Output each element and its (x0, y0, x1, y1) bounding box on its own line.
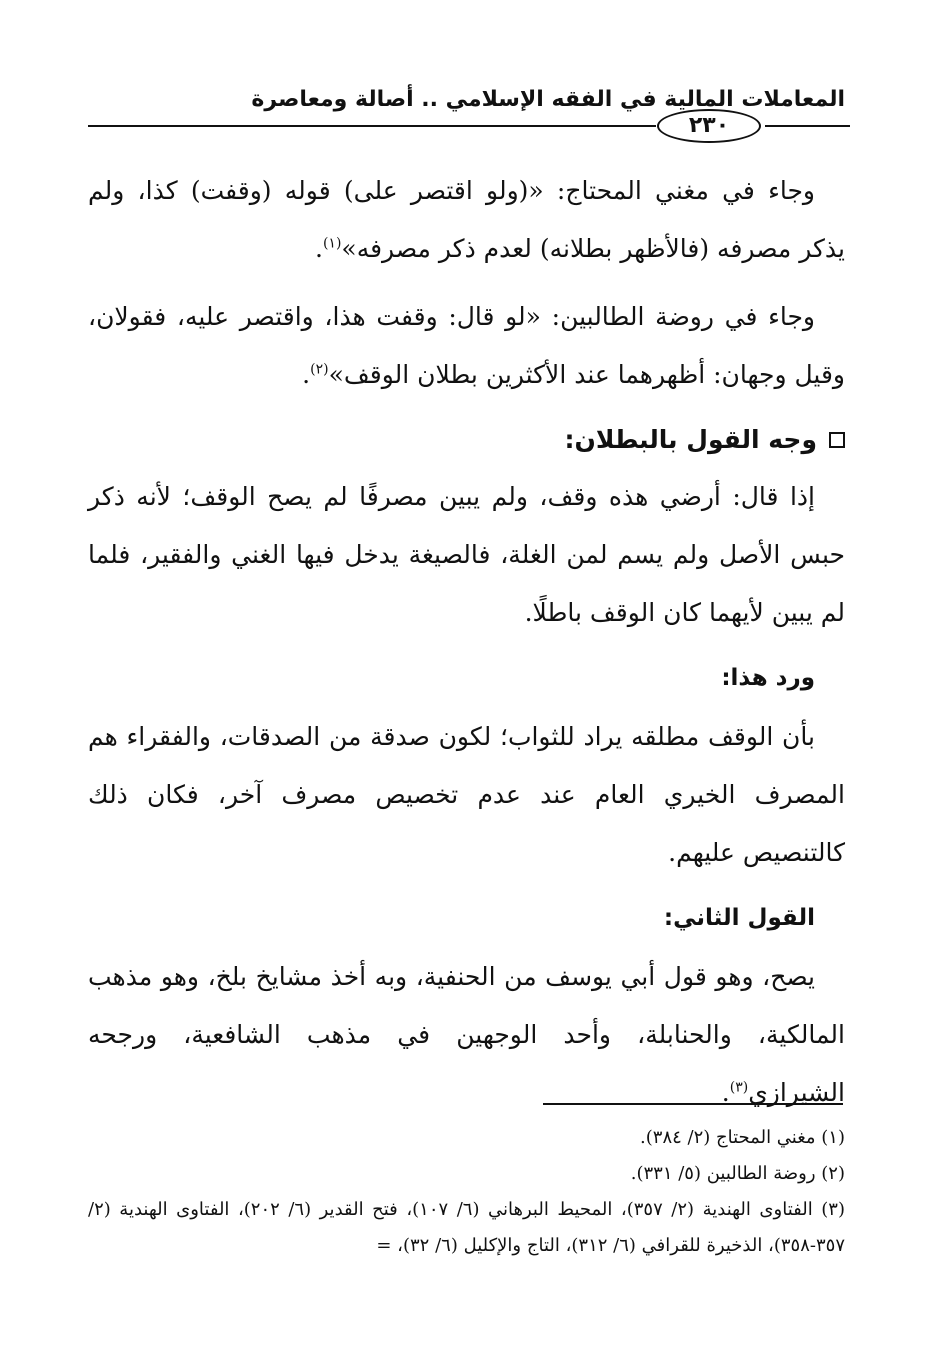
header-rule-left (88, 125, 656, 127)
subheading-second-opinion: القول الثاني: (663, 905, 815, 931)
header-rule-right (765, 125, 850, 127)
paragraph-second-opinion (88, 948, 845, 1122)
continuation-mark: = (376, 1235, 392, 1256)
footnote-2: (٢) روضة الطالبين (٥/ ٣٣١). (630, 1163, 845, 1184)
paragraph-text: وجاء في مغني المحتاج: «(ولو اقتصر على) قوله (وقفت) كذا، ولم يذكر مصرفه (فالأظهر بطلانه) لعدم ذكر مصرفه» (88, 176, 845, 263)
square-bullet-icon (829, 432, 845, 448)
footnote-ref-3: (٣) (729, 1079, 749, 1096)
section-heading (88, 414, 845, 466)
paragraph-rawda-quote (88, 288, 845, 404)
section-heading-text: وجه القول بالبطلان: (564, 425, 817, 454)
main-text (88, 162, 845, 1132)
page-number-badge: ٢٣٠ (657, 109, 761, 143)
paragraph-text: وجاء في روضة الطالبين: «لو قال: وقفت هذا، واقتصر عليه، فقولان، وقيل وجهان: أظهرهما عند الأكثرين بطلان الوقف» (88, 302, 845, 389)
paragraph-invalidity-reason: إذا قال: أرضي هذه وقف، ولم يبين مصرفًا لم يصح الوقف؛ لأنه ذكر حبس الأصل ولم يسم لمن الغلة، فالصيغة يدخل فيها الغني والفقير، فلما لم يبين لأيهما كان الوقف باطلًا. (88, 482, 845, 627)
paragraph-mughni-quote (88, 162, 845, 278)
footnote-3-text: (٣) الفتاوى الهندية (٢/ ٣٥٧)، المحيط البرهاني (٦/ ١٠٧)، فتح القدير (٦/ ٢٠٢)، الفتاوى الهندية (٢/ ٣٥٧-٣٥٨)، الذخيرة للقرافي (٦/ ٣١٢)، التاج والإكليل (٦/ ٣٢)، (88, 1199, 845, 1256)
sentence-end: . (302, 360, 311, 389)
running-header-title: المعاملات المالية في الفقه الإسلامي .. أصالة ومعاصرة (251, 87, 845, 112)
footnote-ref-1: (١) (322, 235, 342, 252)
footnote-separator (543, 1103, 843, 1105)
paragraph-text: يصح، وهو قول أبي يوسف من الحنفية، وبه أخذ مشايخ بلخ، وهو مذهب المالكية، والحنابلة، وأحد الوجهين في مذهب الشافعية، ورجحه الشيرازي (88, 962, 845, 1107)
sentence-end: . (721, 1078, 730, 1107)
sentence-end: . (314, 234, 323, 263)
subheading-rebuttal: ورد هذا: (721, 665, 815, 691)
footnotes (88, 1120, 845, 1264)
footnote-ref-2: (٢) (310, 361, 329, 378)
footnote-3 (88, 1192, 845, 1264)
footnote-1: (١) مغني المحتاج (٢/ ٣٨٤). (640, 1127, 845, 1148)
paragraph-rebuttal: بأن الوقف مطلقه يراد للثواب؛ لكون صدقة من الصدقات، والفقراء هم المصرف الخيري العام عند عدم تخصيص مصرف آخر، فكان ذلك كالتنصيص عليهم. (88, 722, 845, 867)
